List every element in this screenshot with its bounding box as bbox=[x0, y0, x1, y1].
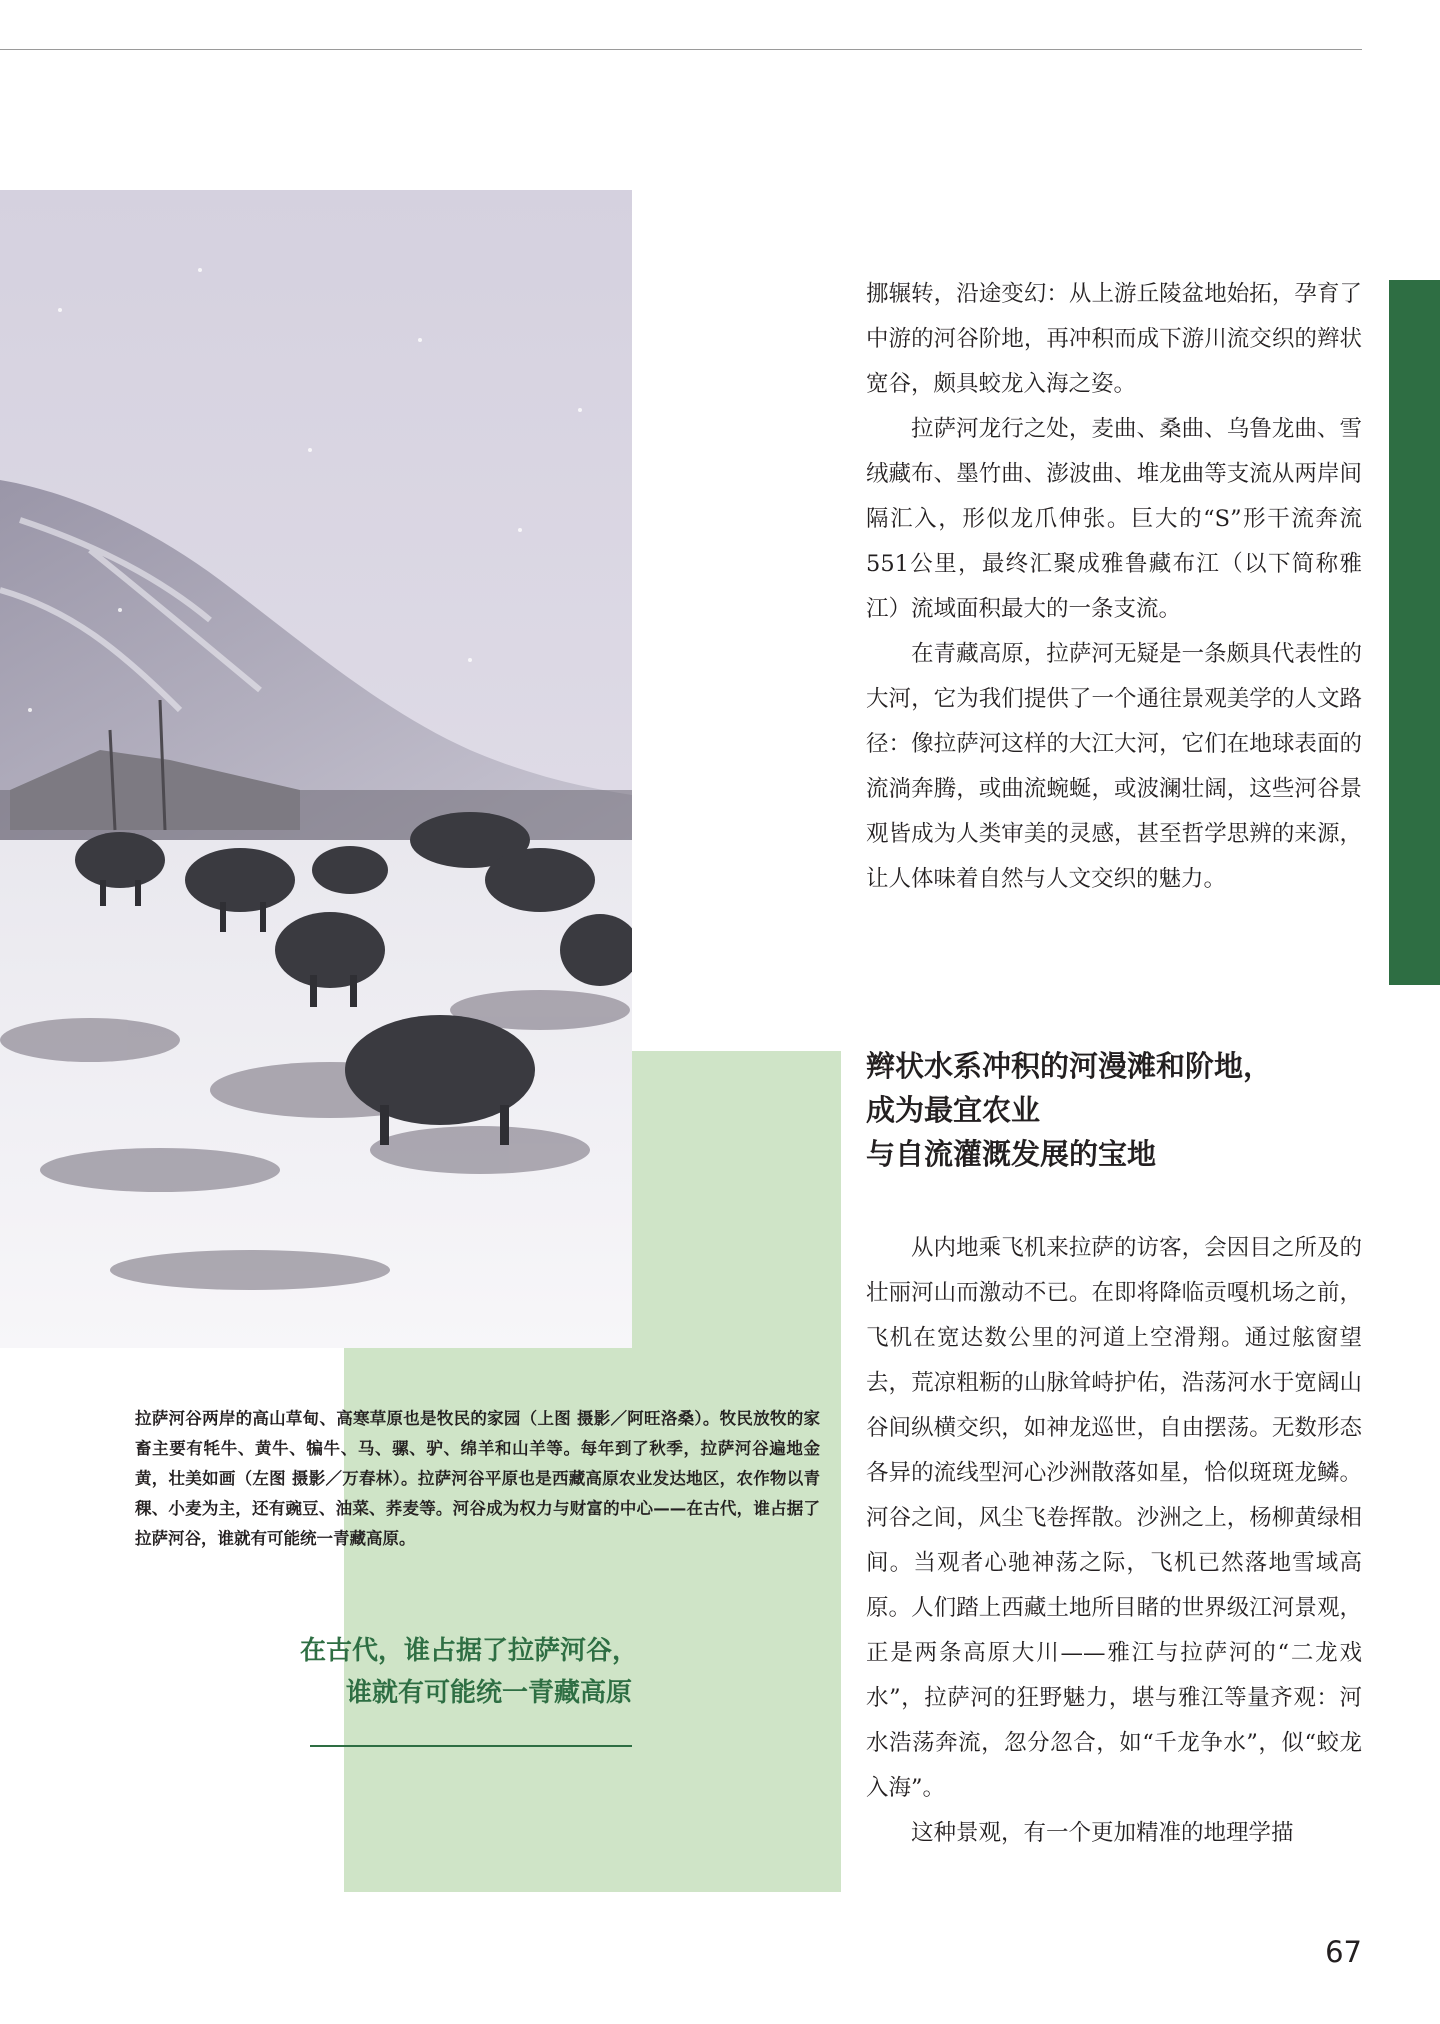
paragraph: 从内地乘飞机来拉萨的访客，会因目之所及的壮丽河山而激动不已。在即将降临贡嘎机场之前，飞机在宽达数公里的河道上空滑翔。通过舷窗望去，荒凉粗粝的山脉耸峙护佑，浩荡河水于宽阔山谷间纵横交织，如神龙巡世，自由摆荡。无数形态各异的流线型河心沙洲散落如星，恰似斑斑龙鳞。河谷之间，风尘飞卷挥散。沙洲之上，杨柳黄绿相间。当观者心驰神荡之际，飞机已然落地雪域高原。人们踏上西藏土地所目睹的世界级江河景观，正是两条高原大川——雅江与拉萨河的“二龙戏水”，拉萨河的狂野魅力，堪与雅江等量齐观：河水浩荡奔流，忽分忽合，如“千龙争水”，似“蛟龙入海”。 bbox=[866, 1235, 1362, 1801]
pull-quote-rule bbox=[310, 1745, 632, 1747]
paragraph: 这种景观，有一个更加精准的地理学描 bbox=[911, 1820, 1294, 1846]
paragraph: 在青藏高原，拉萨河无疑是一条颇具代表性的大河，它为我们提供了一个通往景观美学的人文路径：像拉萨河这样的大江大河，它们在地球表面的流淌奔腾，或曲流蜿蜒，或波澜壮阔，这些河谷景观皆成为人类审美的灵感，甚至哲学思辨的来源，让人体味着自然与人文交织的魅力。 bbox=[866, 641, 1362, 892]
section-heading-line-1: 辫状水系冲积的河漫滩和阶地， bbox=[866, 1049, 1273, 1083]
body-text-bottom bbox=[866, 1226, 1362, 1856]
pull-quote bbox=[300, 1630, 639, 1714]
yak-herd-photo bbox=[0, 190, 632, 1348]
pull-quote-line-1: 在古代，谁占据了拉萨河谷， bbox=[300, 1636, 639, 1666]
body-text-top bbox=[866, 272, 1362, 902]
top-rule bbox=[0, 49, 1362, 50]
section-heading-line-3: 与自流灌溉发展的宝地 bbox=[866, 1137, 1157, 1171]
pull-quote-line-2: 谁就有可能统一青藏高原 bbox=[345, 1678, 632, 1708]
photo-caption: 拉萨河谷两岸的高山草甸、高寒草原也是牧民的家园（上图 摄影／阿旺洛桑）。牧民放牧的家畜主要有牦牛、黄牛、犏牛、马、骡、驴、绵羊和山羊等。每年到了秋季，拉萨河谷遍地金黄，壮美如画（左图 摄影／万春林）。拉萨河谷平原也是西藏高原农业发达地区，农作物以青稞、小麦为主，还有豌豆、油菜、荞麦等。河谷成为权力与财富的中心——在古代，谁占据了拉萨河谷，谁就有可能统一青藏高原。 bbox=[135, 1409, 820, 1548]
paragraph: 拉萨河龙行之处，麦曲、桑曲、乌鲁龙曲、雪绒藏布、墨竹曲、澎波曲、堆龙曲等支流从两岸间隔汇入，形似龙爪伸张。巨大的“S”形干流奔流551公里，最终汇聚成雅鲁藏布江（以下简称雅江）流域面积最大的一条支流。 bbox=[866, 416, 1362, 622]
section-heading bbox=[866, 1044, 1386, 1176]
paragraph: 挪辗转，沿途变幻：从上游丘陵盆地始拓，孕育了中游的河谷阶地，再冲积而成下游川流交织的辫状宽谷，颇具蛟龙入海之姿。 bbox=[866, 281, 1362, 397]
section-heading-line-2: 成为最宜农业 bbox=[866, 1093, 1041, 1127]
section-tab bbox=[1389, 280, 1440, 985]
snow-scene-illustration bbox=[0, 190, 632, 1348]
page-number: 67 bbox=[1325, 1935, 1362, 1969]
